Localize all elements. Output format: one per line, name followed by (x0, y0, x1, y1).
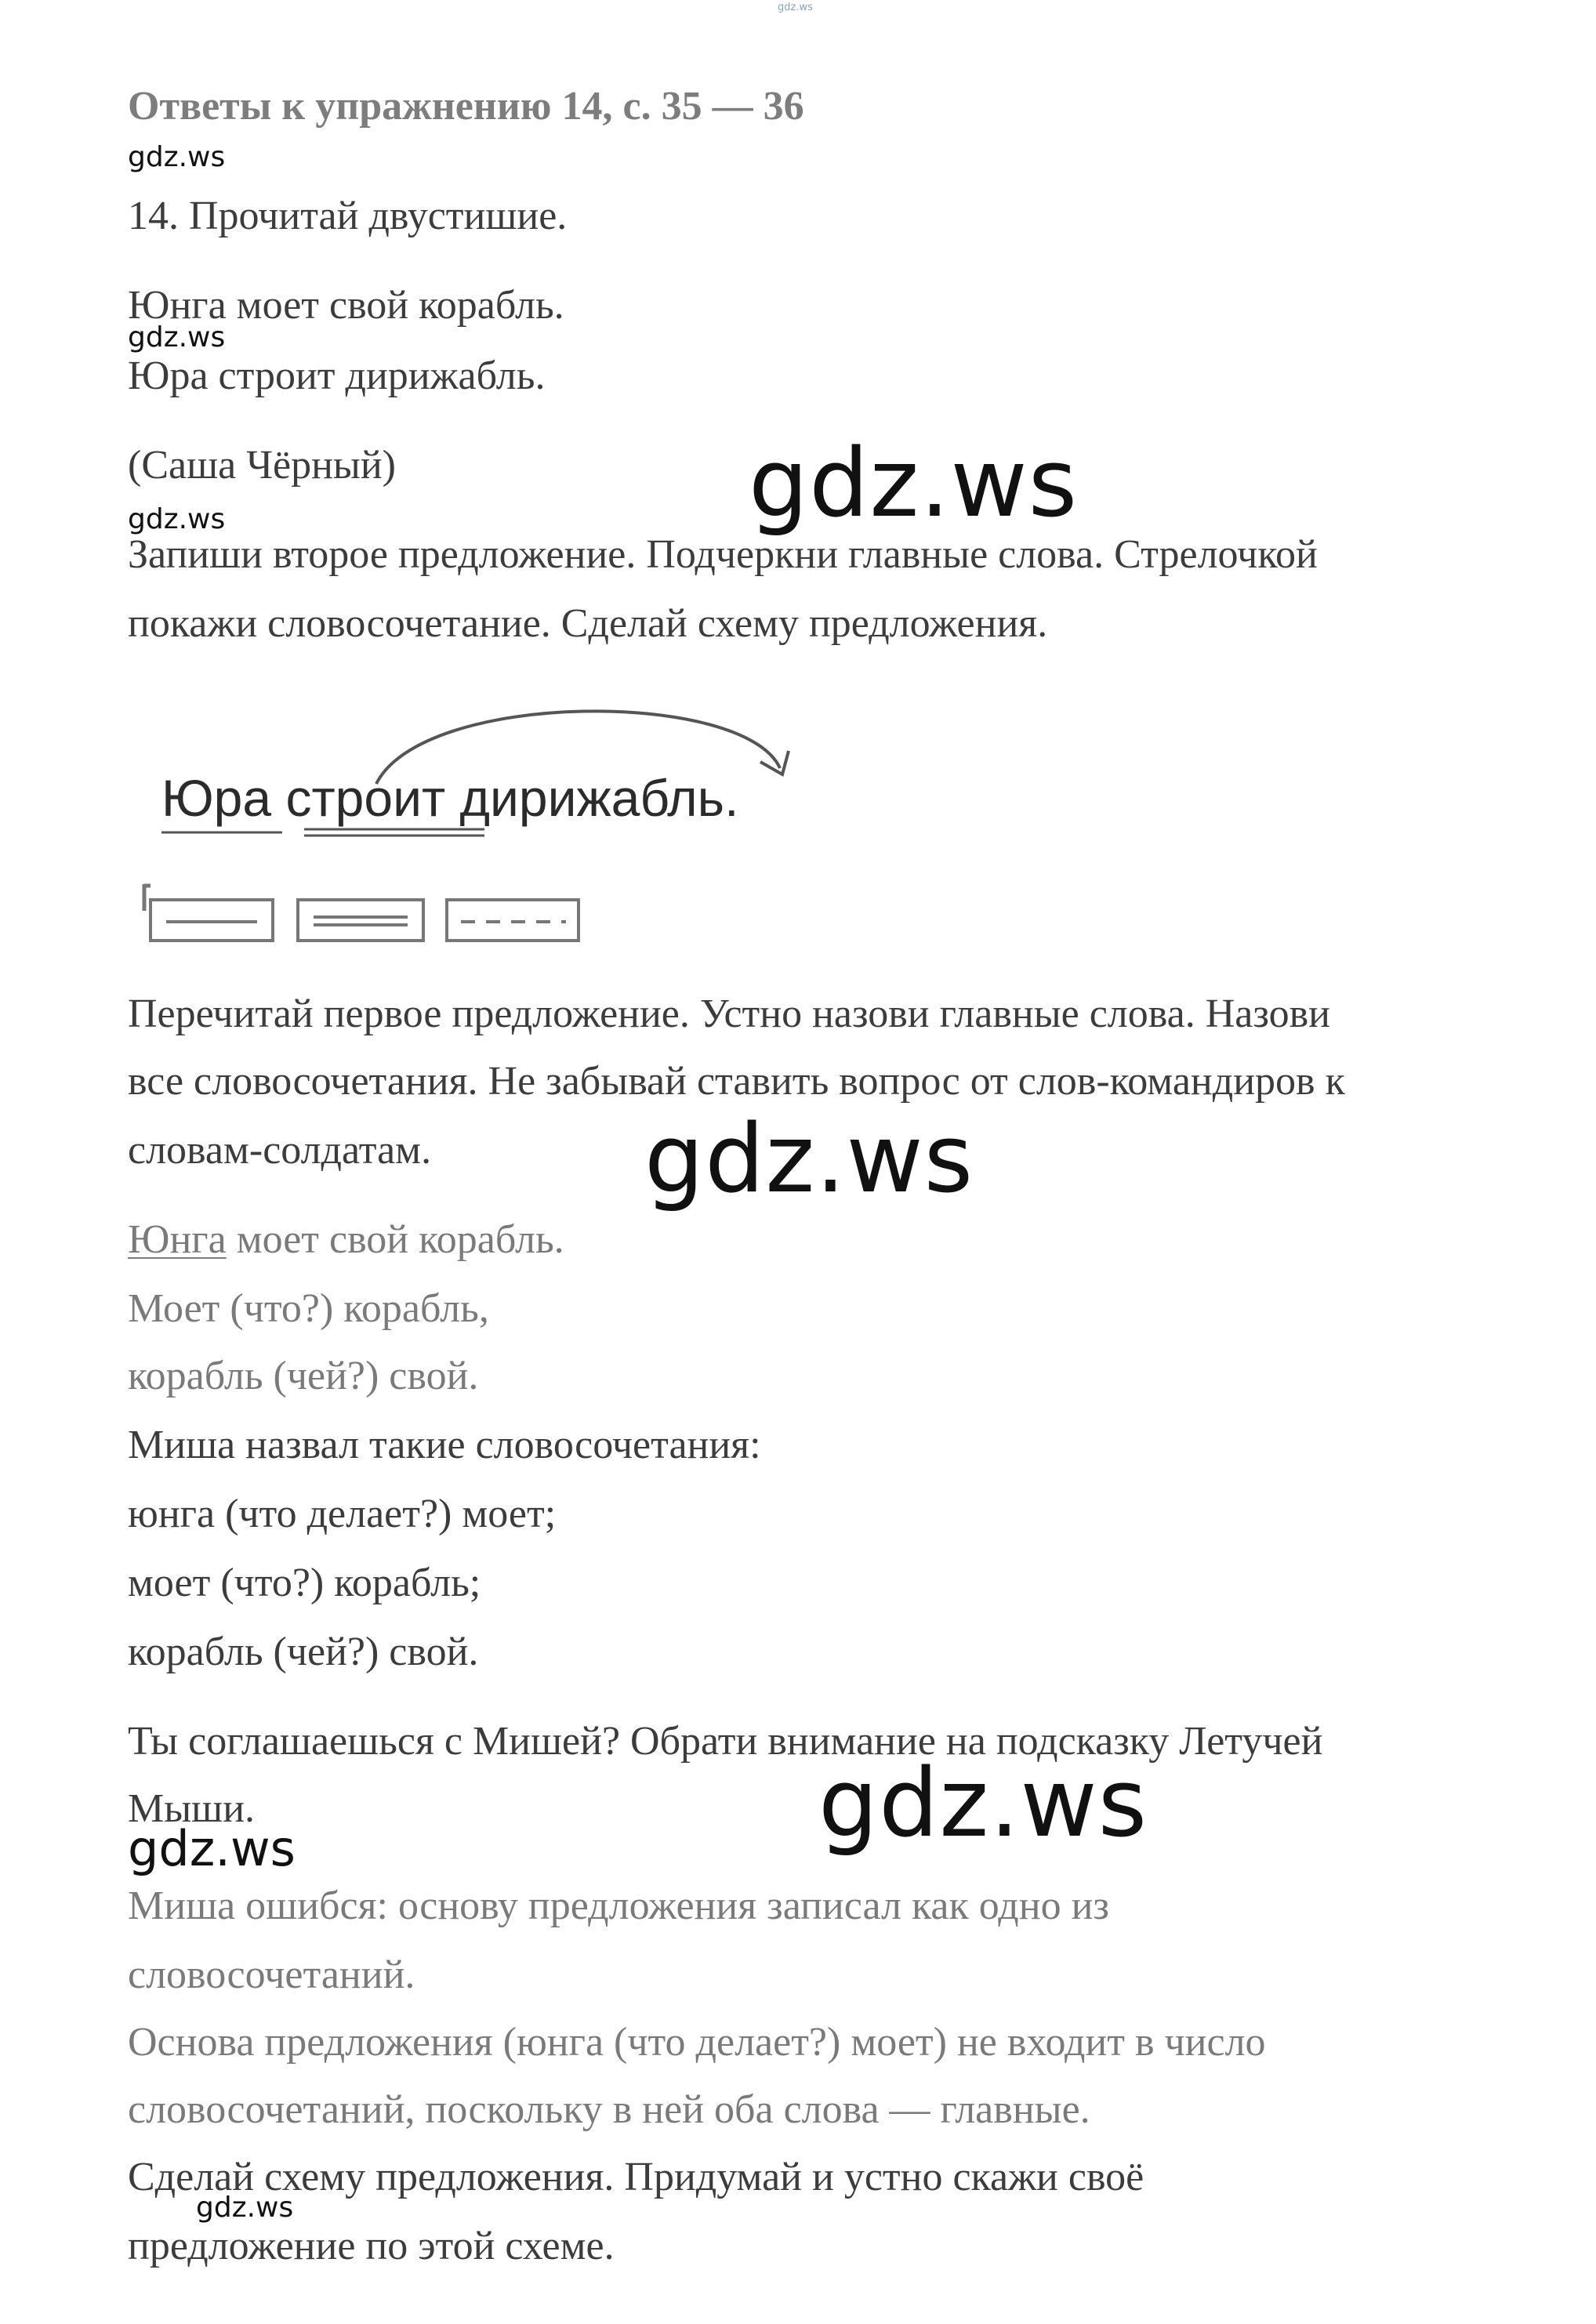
watermark-small: gdz.ws (196, 2192, 294, 2224)
answer-2-line-4: словосочетаний, поскольку в ней оба слова — главные. (128, 2087, 1090, 2132)
instruction-2-line-3: словам-солдатам. (128, 1128, 432, 1173)
figure-word-predicate: строит (285, 769, 446, 827)
poem-line-1: Юнга моет свой корабль. (128, 283, 564, 328)
instruction-2-line-2: все словосочетания. Не забывай ставить вопрос от слов-командиров к (128, 1059, 1345, 1104)
answer-2-line-3: Основа предложения (юнга (что делает?) моет) не входит в число (128, 2020, 1266, 2065)
answer-1-sentence (128, 1215, 564, 1265)
task-heading: 14. Прочитай двустишие. (128, 194, 568, 238)
sentence-figure (133, 682, 886, 968)
watermark-small: gdz.ws (128, 321, 226, 353)
answer-2-line-2: словосочетаний. (128, 1952, 415, 1997)
misha-item-1: юнга (что делает?) моет; (128, 1492, 557, 1536)
watermark-top: gdz.ws (778, 2, 813, 13)
misha-intro: Миша назвал такие словосочетания: (128, 1423, 761, 1467)
final-task-line-1: Сделай схему предложения. Придумай и устно скажи своё (128, 2155, 1144, 2199)
watermark-medium: gdz.ws (128, 1820, 296, 1877)
misha-item-3: корабль (чей?) свой. (128, 1630, 479, 1674)
answer-2-line-1: Миша ошибся: основу предложения записал как одно из (128, 1883, 1109, 1928)
answer-1-pair-2: корабль (чей?) свой. (128, 1354, 479, 1398)
arrow-head (760, 751, 789, 774)
answer-1-rest: моет свой корабль. (226, 1217, 564, 1262)
instruction-1-line-2: покажи словосочетание. Сделай схему предложения. (128, 601, 1048, 646)
watermark-small: gdz.ws (128, 141, 226, 173)
watermark-small: gdz.ws (128, 503, 226, 535)
figure-word-object: дирижабль. (459, 769, 739, 827)
instruction-2-line-1: Перечитай первое предложение. Устно назови главные слова. Назови (128, 992, 1330, 1036)
answer-1-pair-1: Моет (что?) корабль, (128, 1286, 489, 1331)
misha-item-2: моет (что?) корабль; (128, 1561, 481, 1605)
watermark-big: gdz.ws (818, 1749, 1148, 1858)
final-task-line-2: предложение по этой схеме. (128, 2224, 615, 2268)
scheme-box-predicate (298, 900, 423, 941)
question-line-1: Ты соглашаешься с Мишей? Обрати внимание на подсказку Летучей (128, 1719, 1323, 1764)
figure-word-subject: Юра (161, 769, 272, 827)
poem-line-2: Юра строит дирижабль. (128, 353, 546, 398)
watermark-big: gdz.ws (749, 430, 1079, 538)
instruction-1-line-1: Запиши второе предложение. Подчеркни главные слова. Стрелочкой (128, 532, 1318, 577)
figure-sentence (161, 768, 738, 828)
question-line-2: Мыши. (128, 1786, 256, 1831)
watermark-big: gdz.ws (644, 1105, 974, 1214)
answer-1-subject: Юнга (128, 1217, 227, 1262)
page-title: Ответы к упражнению 14, с. 35 — 36 (128, 84, 804, 129)
poem-author: (Саша Чёрный) (128, 443, 396, 488)
